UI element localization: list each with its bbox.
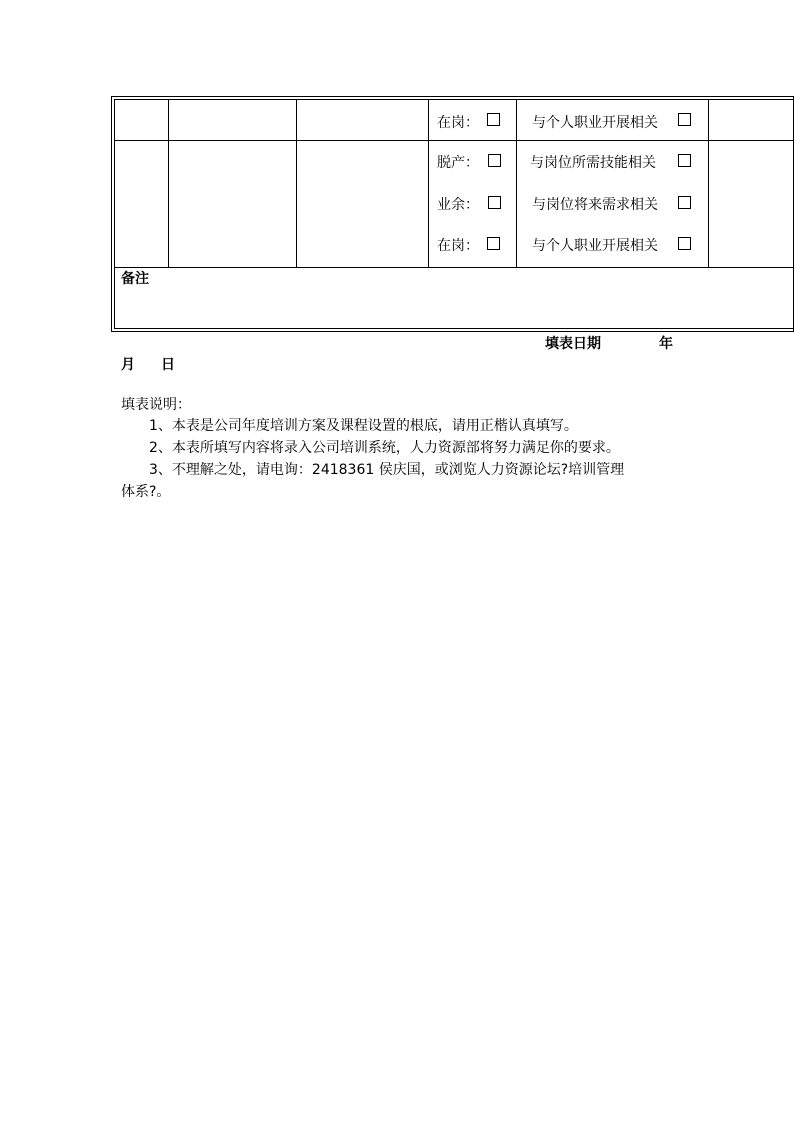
training-mode-label: 业余：	[437, 197, 479, 213]
column-divider	[296, 99, 297, 267]
column-divider	[168, 99, 169, 267]
column-divider	[428, 99, 429, 267]
relevance-label: 与岗位所需技能相关	[530, 155, 656, 171]
column-divider	[708, 99, 709, 267]
training-mode-label: 在岗：	[437, 238, 479, 254]
relevance-label: 与个人职业开展相关	[532, 238, 658, 254]
checkbox[interactable]	[678, 154, 691, 167]
relevance-label: 与个人职业开展相关	[532, 115, 658, 131]
month-label: 月	[121, 357, 135, 373]
instruction-continuation: 体系?。	[121, 484, 171, 500]
table-inner-border	[114, 99, 794, 329]
instruction-item: 2、本表所填写内容将录入公司培训系统，人力资源部将努力满足你的要求。	[149, 440, 620, 456]
column-divider	[516, 99, 517, 267]
instruction-item: 3、不理解之处，请电询：2418361 侯庆国，或浏览人力资源论坛?培训管理	[149, 462, 625, 478]
day-label: 日	[161, 357, 175, 373]
remarks-label: 备注	[121, 271, 149, 287]
row-divider	[114, 267, 794, 268]
row-divider	[114, 140, 794, 141]
checkbox[interactable]	[487, 113, 500, 126]
checkbox[interactable]	[678, 237, 691, 250]
fill-date-label: 填表日期	[545, 336, 601, 352]
checkbox[interactable]	[488, 196, 501, 209]
instructions-title: 填表说明：	[121, 397, 191, 413]
year-label: 年	[659, 336, 673, 352]
training-mode-label: 在岗：	[437, 115, 479, 131]
instruction-item: 1、本表是公司年度培训方案及课程设置的根底，请用正楷认真填写。	[149, 418, 578, 434]
checkbox[interactable]	[487, 237, 500, 250]
training-mode-label: 脱产：	[437, 155, 479, 171]
relevance-label: 与岗位将来需求相关	[532, 197, 658, 213]
checkbox[interactable]	[678, 196, 691, 209]
checkbox[interactable]	[488, 154, 501, 167]
checkbox[interactable]	[678, 113, 691, 126]
